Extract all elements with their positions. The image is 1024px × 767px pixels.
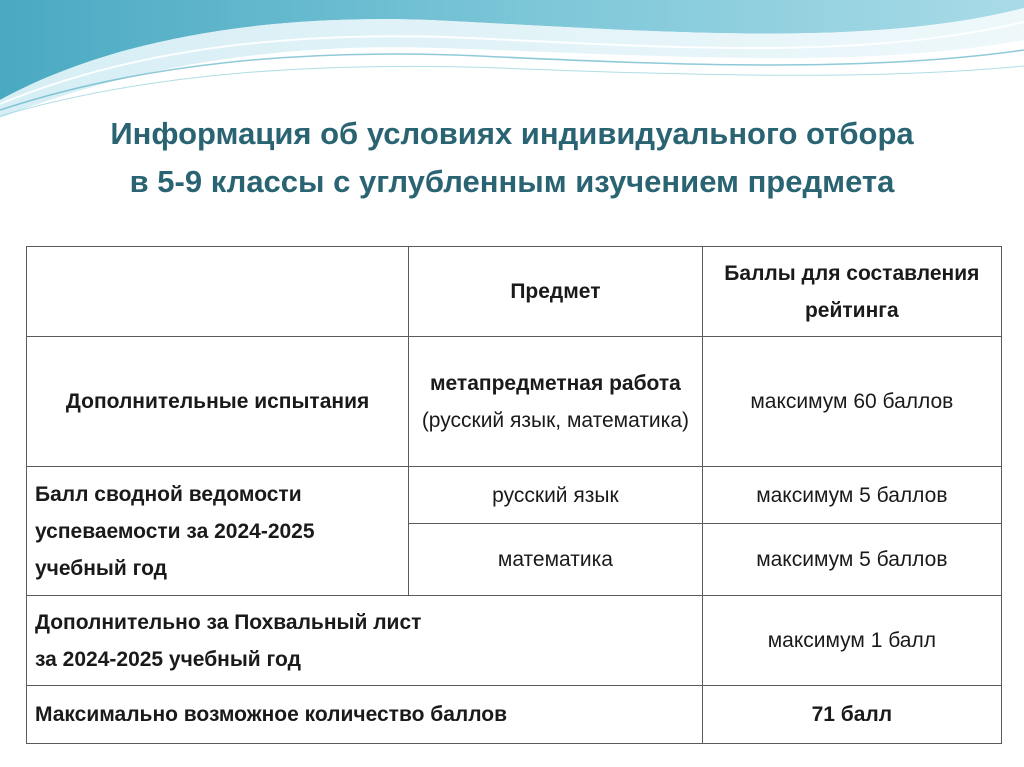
header-cell-empty (27, 247, 409, 337)
row-label-commendation (27, 596, 703, 686)
row-label-grade-summary: Балл сводной ведомости успеваемости за 2024-2025 учебный год (27, 467, 409, 596)
commendation-line-2: за 2024-2025 учебный год (35, 647, 301, 671)
header-cell-subject: Предмет (409, 247, 703, 337)
slide-title (0, 110, 1024, 206)
commendation-line-1: Дополнительно за Похвальный лист (35, 610, 422, 634)
subject-bold-text: метапредметная работа (429, 371, 681, 395)
table-row (27, 337, 1002, 467)
row-subject-math: математика (409, 524, 703, 596)
header-cell-points: Баллы для составления рейтинга (702, 247, 1001, 337)
slide-title-line-2: в 5-9 классы с углубленным изучением предмета (129, 164, 895, 199)
row-points-math: максимум 5 баллов (702, 524, 1001, 596)
table-row (27, 686, 1002, 744)
table-row (27, 467, 1002, 524)
table-row (27, 596, 1002, 686)
row-points-total: 71 балл (702, 686, 1001, 744)
row-points-commendation: максимум 1 балл (702, 596, 1001, 686)
row-subject-metasubject (409, 337, 703, 467)
row-label-additional-tests: Дополнительные испытания (27, 337, 409, 467)
row-subject-russian: русский язык (409, 467, 703, 524)
row-points-russian: максимум 5 баллов (702, 467, 1001, 524)
slide-title-line-1: Информация об условиях индивидуального отбора (110, 116, 914, 151)
selection-criteria-table (26, 246, 1002, 744)
row-label-max-total: Максимально возможное количество баллов (27, 686, 703, 744)
table-header-row (27, 247, 1002, 337)
row-points-60: максимум 60 баллов (702, 337, 1001, 467)
subject-rest-text: (русский язык, математика) (421, 408, 689, 432)
